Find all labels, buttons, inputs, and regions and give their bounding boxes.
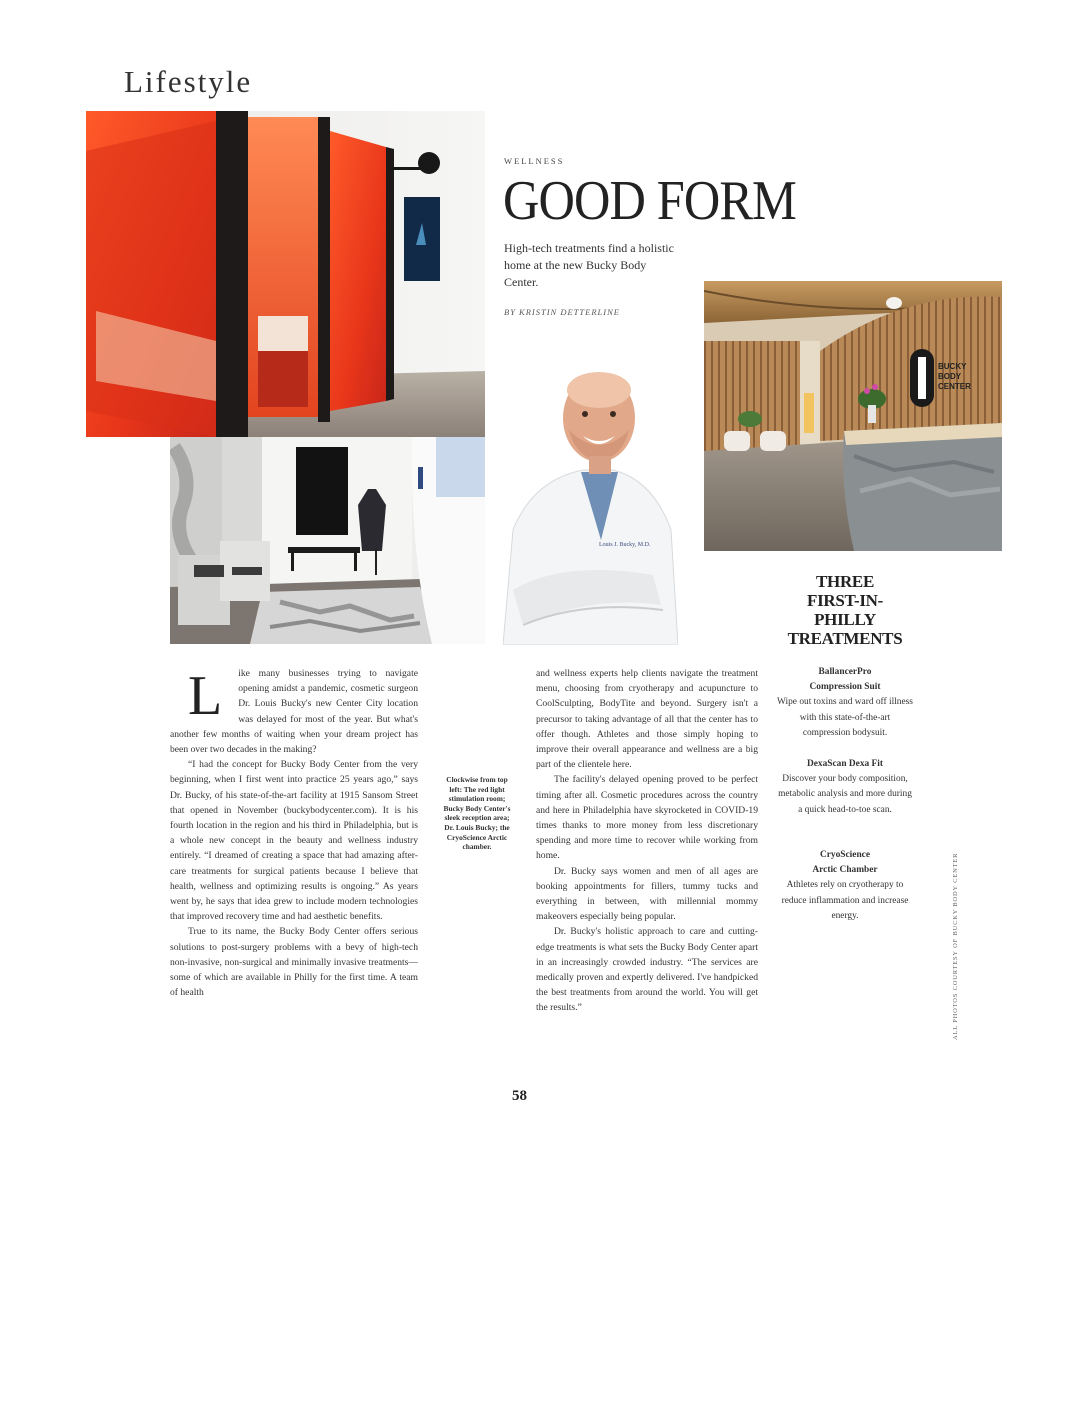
red-light-room-illustration (86, 111, 485, 437)
red-light-room-photo (86, 111, 485, 437)
body-paragraph: “I had the concept for Bucky Body Center from the very beginning, when I first went into practice 25 years ago,” says Dr. Bucky, of his state-of-the-art facility at 1915 Sansom Street that opened in November (buckybodycenter.com). It is his fourth location in the region and his third in Philadelphia, but is a whole new concept in the beauty and wellness industry entirely. “I dreamed of creating a space that had amazing after-care treatments for surgical patients because I believe that health, wellness and optimizing results is ongoing.” As years went by, he says that idea grew to include modern technologies that improved recovery time and had aesthetic benefits. (170, 759, 418, 923)
body-paragraph: True to its name, the Bucky Body Center offers serious solutions to post-surgery problems with a bevy of high-tech non-invasive, non-surgical and minimally invasive treatments—some of which are available in Philly for the first time. A team of health (170, 926, 418, 999)
section-label: Lifestyle (124, 64, 253, 99)
page-number: 58 (512, 1088, 527, 1104)
reception-area-photo (704, 281, 1002, 551)
kicker: WELLNESS (504, 156, 565, 166)
body-paragraph: and wellness experts help clients navigate the treatment menu, choosing from cryotherapy and acupuncture to CoolSculpting, BodyTite and beyond. Surgery isn't a precursor to taking advantage of all that the center has to offer though. Athletes and those simply hoping to improve their overall appearance and wellness are a big part of the clientele here. (536, 668, 758, 771)
body-paragraph: The facility's delayed opening proved to be perfect timing after all. Cosmetic procedures across the country and here in Philadelphia have skyrocketed in COVID-19 times thanks to more money from less discretionary spending and more time to recover while working from home. (536, 774, 758, 862)
sidebar-item-name: DexaScan Dexa Fit (806, 759, 884, 769)
sidebar-item-description: Wipe out toxins and ward off illness with this state-of-the-art compression bodysuit. (777, 697, 913, 738)
sidebar-item-name: Compression Suit (809, 682, 881, 693)
coat-embroidery: Louis J. Bucky, M.D. (599, 542, 651, 548)
sidebar-title-line: PHILLY (814, 610, 876, 629)
sidebar-item-name: Arctic Chamber (812, 865, 878, 876)
headline: GOOD FORM (503, 170, 796, 232)
drop-cap: L (188, 665, 223, 727)
sidebar-title-line: TREATMENTS (787, 629, 903, 648)
byline: BY KRISTIN DETTERLINE (504, 307, 620, 317)
dr-bucky-portrait-illustration (503, 360, 678, 645)
sidebar-item-name: CryoScience (820, 850, 870, 860)
sidebar-item-ballancerpro (775, 665, 915, 741)
body-paragraph: Dr. Bucky says women and men of all ages are booking appointments for fillers, tummy tucks and everything in between, with millennial mommy makeovers especially being popular. (536, 865, 758, 923)
sign-line-1: BUCKY (938, 362, 967, 371)
sidebar-item-name: BallancerPro (818, 667, 872, 677)
sidebar-item-description: Discover your body composition, metabolic analysis and more during a quick head-to-toe scan. (778, 774, 912, 815)
dr-bucky-portrait-photo (503, 360, 678, 645)
sidebar-item-cryoscience (775, 848, 915, 924)
cryo-chamber-photo (170, 437, 485, 644)
body-column-1 (170, 666, 418, 1000)
cryo-chamber-illustration (170, 437, 485, 644)
sidebar-item-description: Athletes rely on cryotherapy to reduce inflammation and increase energy. (781, 880, 909, 921)
dek: High-tech treatments find a holistic home at the new Bucky Body Center. (504, 241, 674, 289)
body-text: ike many businesses trying to navigate opening amidst a pandemic, cosmetic surgeon Dr. Louis Bucky's new Center City location was delayed for most of the year. But what's another few months of waiting when your dream project has been over two decades in the making? (170, 668, 418, 756)
sidebar-title (770, 572, 920, 648)
body-column-2 (536, 666, 758, 1016)
photo-caption: Clockwise from top left: The red light stimulation room; Bucky Body Center's sleek reception area; Dr. Louis Bucky; the CryoScience Arctic chamber. (443, 775, 511, 852)
photo-credit: ALL PHOTOS COURTESY OF BUCKY BODY CENTER (952, 852, 959, 1040)
sidebar-title-line: FIRST-IN- (806, 591, 884, 610)
sidebar-item-dexascan (775, 757, 915, 818)
sidebar-title-line: THREE (815, 572, 875, 591)
sign-line-2: BODY (938, 372, 962, 381)
body-paragraph: Dr. Bucky's holistic approach to care and cutting-edge treatments is what sets the Bucky Body Center apart in an increasingly crowded industry. “The services are medically proven and expertly delivered. I've handpicked the best treatments from around the world. You will get the results.” (536, 926, 758, 1014)
body-paragraph (170, 666, 418, 757)
reception-area-illustration (704, 281, 1002, 551)
sign-line-3: CENTER (938, 382, 971, 391)
